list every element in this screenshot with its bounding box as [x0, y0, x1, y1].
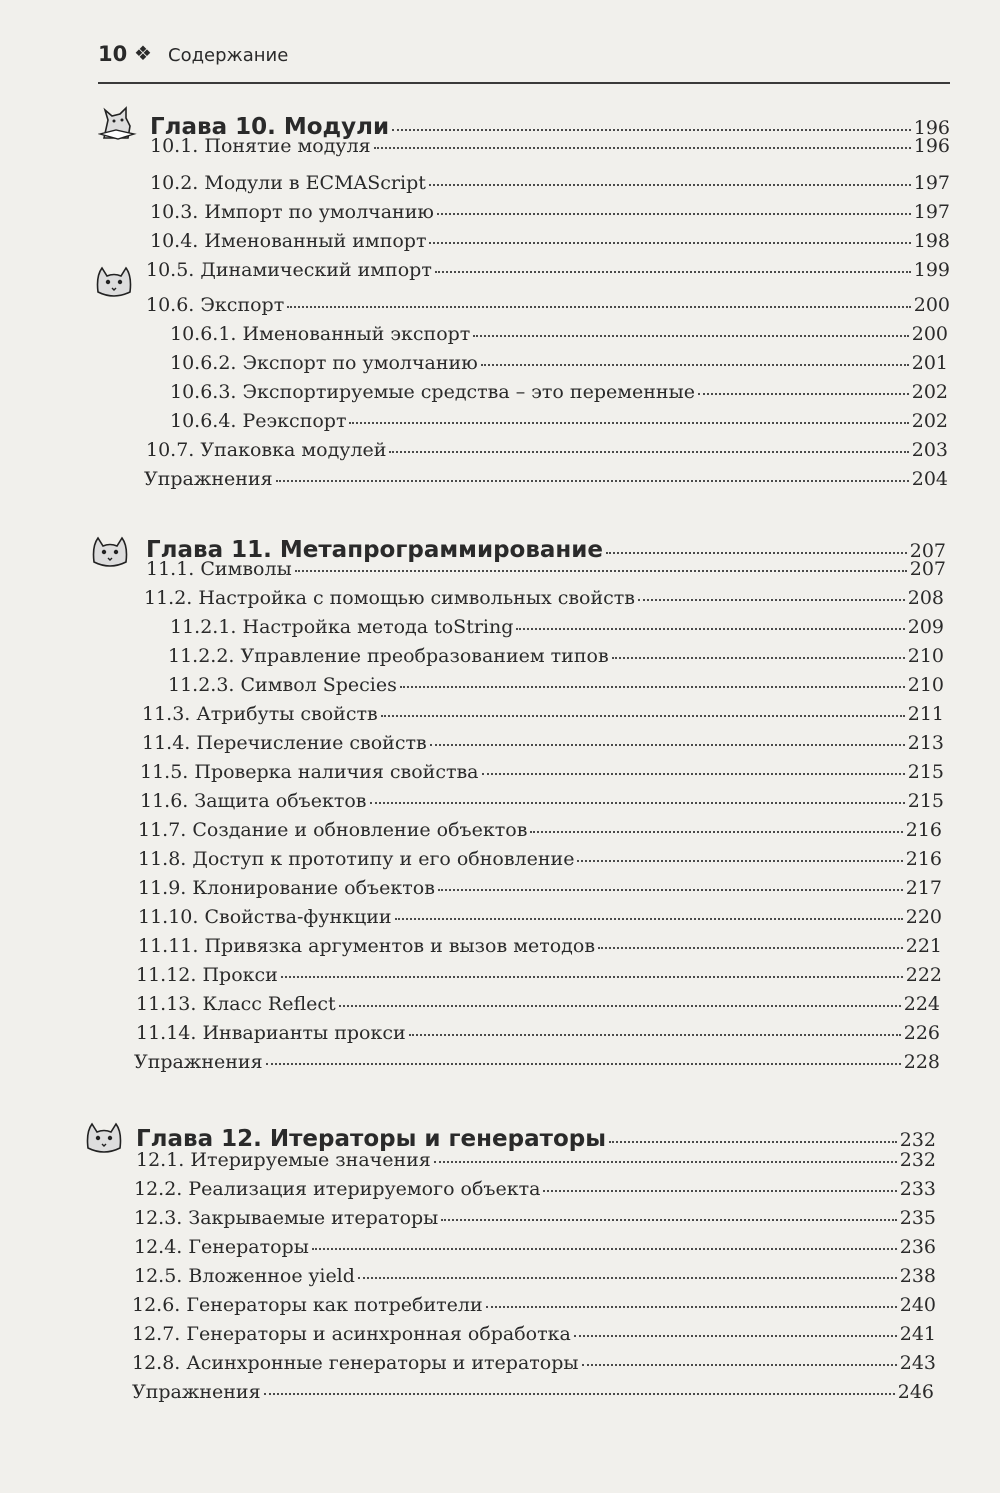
page-ref: 215	[907, 761, 944, 783]
toc-entry	[0, 992, 940, 1016]
entry-title: 10.6.1. Именованный экспорт	[170, 323, 471, 345]
ornament-icon: ❖	[134, 41, 152, 65]
dot-leader	[698, 393, 909, 395]
toc-entry	[0, 293, 950, 317]
toc-entry	[0, 409, 948, 433]
entry-title: 11.7. Создание и обновление объектов	[138, 819, 528, 841]
page-ref: 222	[905, 964, 942, 986]
page-ref: 202	[911, 381, 948, 403]
entry-title: 11.5. Проверка наличия свойства	[140, 761, 479, 783]
toc-entry	[0, 200, 950, 224]
entry-title: 11.3. Атрибуты свойств	[142, 703, 378, 725]
entry-title: 12.1. Итерируемые значения	[136, 1149, 431, 1171]
dot-leader	[266, 1063, 901, 1065]
page-ref: 196	[913, 135, 950, 157]
entry-title: 11.1. Символы	[146, 558, 292, 580]
dot-leader	[438, 889, 903, 891]
page-ref: 201	[911, 352, 948, 374]
dot-leader	[437, 213, 911, 215]
dot-leader	[395, 918, 903, 920]
dot-leader	[609, 1141, 897, 1143]
entry-title: 10.7. Упаковка модулей	[146, 439, 387, 461]
toc-entry	[0, 351, 948, 375]
page-ref: 215	[907, 790, 944, 812]
entry-title: 11.10. Свойства-функции	[138, 906, 392, 928]
page-ref: 200	[911, 323, 948, 345]
page-ref: 213	[907, 732, 944, 754]
toc-entry	[0, 1050, 940, 1074]
dot-leader	[429, 242, 910, 244]
dot-leader	[606, 552, 907, 554]
dot-leader	[574, 1335, 897, 1337]
dot-leader	[400, 686, 905, 688]
toc-entry	[0, 134, 950, 158]
page-ref: 220	[905, 906, 942, 928]
page-ref: 211	[907, 703, 944, 725]
chapter-title: Глава 12. Итераторы и генераторы	[136, 1126, 607, 1152]
page-ref: 197	[913, 172, 950, 194]
page-ref: 232	[899, 1149, 936, 1171]
toc-entry	[0, 258, 950, 282]
dot-leader	[374, 147, 911, 149]
page-ref: 226	[903, 1022, 940, 1044]
toc-entry	[0, 1206, 936, 1230]
toc-entry	[0, 1235, 936, 1259]
dot-leader	[543, 1190, 896, 1192]
page-ref: 207	[909, 558, 946, 580]
page-number: 10	[98, 42, 128, 66]
entry-title: 11.6. Защита объектов	[140, 790, 367, 812]
entry-title: Упражнения	[144, 468, 273, 490]
running-header	[98, 38, 950, 84]
dot-leader	[409, 1034, 901, 1036]
entry-title: 12.5. Вложенное yield	[134, 1265, 355, 1287]
toc-entry	[0, 963, 942, 987]
dot-leader	[441, 1219, 896, 1221]
dot-leader	[435, 271, 911, 273]
toc-entry	[0, 876, 942, 900]
entry-title: 12.3. Закрываемые итераторы	[134, 1207, 439, 1229]
page-ref: 198	[913, 230, 950, 252]
dot-leader	[392, 129, 911, 131]
dot-leader	[434, 1161, 897, 1163]
chapter-title: Глава 10. Модули	[150, 114, 390, 140]
dot-leader	[598, 947, 903, 949]
toc-entry	[0, 380, 948, 404]
entry-title: 10.6.4. Реэкспорт	[170, 410, 347, 432]
dot-leader	[312, 1248, 897, 1250]
page-ref: 197	[913, 201, 950, 223]
page-ref: 208	[907, 587, 944, 609]
entry-title: 10.4. Именованный импорт	[150, 230, 427, 252]
dot-leader	[486, 1306, 897, 1308]
page-ref: 233	[899, 1178, 936, 1200]
section-title: Содержание	[168, 45, 289, 66]
page-ref: 236	[899, 1236, 936, 1258]
entry-title: 12.4. Генераторы	[134, 1236, 309, 1258]
dot-leader	[339, 1005, 901, 1007]
dot-leader	[349, 422, 908, 424]
page-ref: 216	[905, 819, 942, 841]
toc-entry	[0, 818, 942, 842]
entry-title: 10.6.3. Экспортируемые средства – это переменные	[170, 381, 695, 403]
entry-title: 10.5. Динамический импорт	[146, 259, 432, 281]
page-ref: 217	[905, 877, 942, 899]
page-ref: 209	[907, 616, 944, 638]
page-ref: 204	[911, 468, 948, 490]
entry-title: 12.2. Реализация итерируемого объекта	[134, 1178, 541, 1200]
toc-entry	[0, 586, 944, 610]
toc-entry	[0, 557, 946, 581]
entry-title: 10.6.2. Экспорт по умолчанию	[170, 352, 478, 374]
toc-entry	[0, 934, 942, 958]
entry-title: 10.1. Понятие модуля	[150, 135, 371, 157]
page-ref: 238	[899, 1265, 936, 1287]
entry-title: 12.7. Генераторы и асинхронная обработка	[132, 1323, 571, 1345]
page-ref: 199	[913, 259, 950, 281]
dot-leader	[370, 802, 905, 804]
toc-entry	[0, 171, 950, 195]
page-ref: 243	[899, 1352, 936, 1374]
toc-entry	[0, 731, 944, 755]
dot-leader	[577, 860, 902, 862]
toc-entry	[0, 229, 950, 253]
toc-entry	[0, 1177, 936, 1201]
entry-title: Упражнения	[132, 1381, 261, 1403]
page-ref: 200	[913, 294, 950, 316]
entry-title: Упражнения	[134, 1051, 263, 1073]
toc-entry	[0, 467, 948, 491]
entry-title: 11.13. Класс Reflect	[136, 993, 336, 1015]
dot-leader	[516, 628, 904, 630]
entry-title: 11.11. Привязка аргументов и вызов методов	[138, 935, 596, 957]
entry-title: 11.2.1. Настройка метода toString	[170, 616, 514, 638]
page-ref: 196	[913, 117, 950, 139]
entry-title: 11.9. Клонирование объектов	[138, 877, 435, 899]
toc-entry	[0, 615, 944, 639]
toc-entry	[0, 1351, 936, 1375]
page-ref: 221	[905, 935, 942, 957]
dot-leader	[281, 976, 903, 978]
entry-title: 11.4. Перечисление свойств	[142, 732, 427, 754]
dot-leader	[481, 364, 909, 366]
entry-title: 11.12. Прокси	[136, 964, 278, 986]
dot-leader	[276, 480, 909, 482]
page-ref: 235	[899, 1207, 936, 1229]
dot-leader	[638, 599, 905, 601]
dot-leader	[530, 831, 902, 833]
entry-title: 12.6. Генераторы как потребители	[132, 1294, 483, 1316]
toc-entry	[0, 905, 942, 929]
toc-entry	[0, 1264, 936, 1288]
page-ref: 202	[911, 410, 948, 432]
toc-entry	[0, 702, 944, 726]
entry-title: 10.2. Модули в ECMAScript	[150, 172, 426, 194]
page-ref: 210	[907, 645, 944, 667]
entry-title: 10.3. Импорт по умолчанию	[150, 201, 434, 223]
toc-entry	[0, 1322, 936, 1346]
page-ref: 207	[909, 540, 946, 562]
toc-entry	[0, 322, 948, 346]
dot-leader	[389, 451, 908, 453]
page-ref: 216	[905, 848, 942, 870]
page-ref: 210	[907, 674, 944, 696]
toc-entry	[0, 438, 948, 462]
entry-title: 11.2.2. Управление преобразованием типов	[168, 645, 609, 667]
chapter-title: Глава 11. Метапрограммирование	[146, 537, 604, 563]
dot-leader	[473, 335, 908, 337]
dot-leader	[430, 744, 905, 746]
toc-entry	[0, 1380, 934, 1404]
dot-leader	[381, 715, 905, 717]
toc-entry	[0, 760, 944, 784]
page-ref: 203	[911, 439, 948, 461]
dot-leader	[612, 657, 905, 659]
page-ref: 224	[903, 993, 940, 1015]
page-ref: 246	[897, 1381, 934, 1403]
dot-leader	[287, 306, 911, 308]
toc-entry	[0, 1148, 936, 1172]
dot-leader	[482, 773, 905, 775]
dot-leader	[264, 1393, 895, 1395]
dot-leader	[358, 1277, 897, 1279]
toc-entry	[0, 847, 942, 871]
entry-title: 11.2.3. Символ Species	[168, 674, 397, 696]
toc-entry	[0, 1293, 936, 1317]
dot-leader	[429, 184, 911, 186]
dot-leader	[295, 570, 907, 572]
dot-leader	[582, 1364, 897, 1366]
page-ref: 232	[899, 1129, 936, 1151]
page-ref: 241	[899, 1323, 936, 1345]
toc-entry	[0, 644, 944, 668]
entry-title: 11.2. Настройка с помощью символьных свойств	[144, 587, 635, 609]
entry-title: 11.14. Инварианты прокси	[136, 1022, 406, 1044]
toc-entry	[0, 789, 944, 813]
entry-title: 10.6. Экспорт	[146, 294, 285, 316]
toc-entry	[0, 1021, 940, 1045]
page-ref: 240	[899, 1294, 936, 1316]
toc-entry	[0, 673, 944, 697]
page-ref: 228	[903, 1051, 940, 1073]
entry-title: 11.8. Доступ к прототипу и его обновление	[138, 848, 575, 870]
entry-title: 12.8. Асинхронные генераторы и итераторы	[132, 1352, 579, 1374]
